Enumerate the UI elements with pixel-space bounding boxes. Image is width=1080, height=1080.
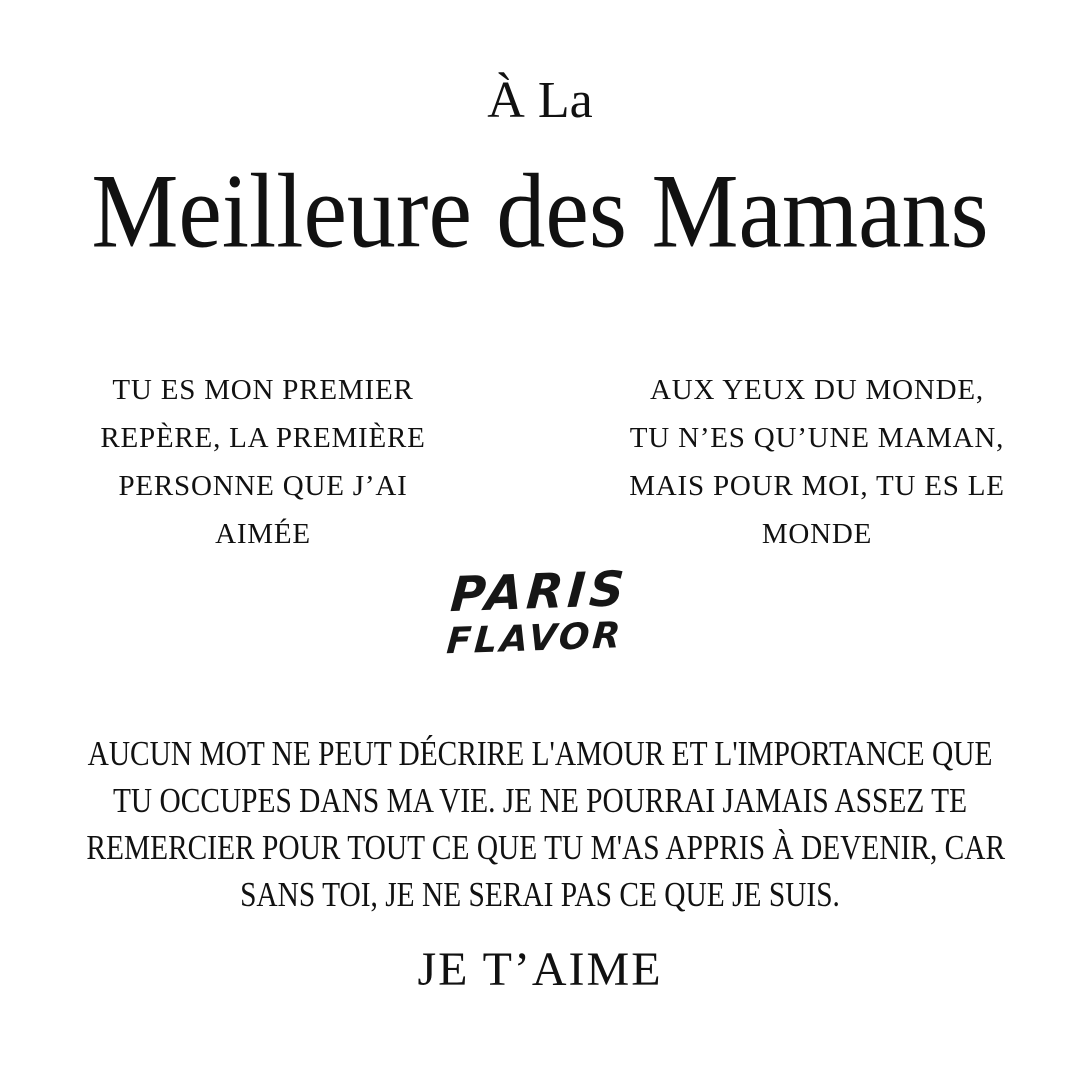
logo-word-flavor: FLAVOR — [445, 615, 625, 663]
main-message-block — [0, 730, 1080, 918]
right-message-line: MONDE — [761, 518, 873, 550]
main-message-line: SANS TOI, JE NE SERAI PAS CE QUE JE SUIS. — [240, 875, 840, 914]
main-message-line: AUCUN MOT NE PEUT DÉCRIRE L'AMOUR ET L'IMPORTANCE QUE — [87, 734, 993, 773]
right-message-line: TU N’ES QU’UNE MAMAN, — [629, 422, 1005, 454]
right-message-block — [612, 366, 1022, 558]
left-message-line: TU ES MON PREMIER — [112, 374, 414, 406]
right-message-line: AUX YEUX DU MONDE, — [650, 374, 984, 406]
left-message-line: AIMÉE — [215, 518, 311, 550]
right-message-line: MAIS POUR MOI, TU ES LE — [629, 470, 1005, 502]
page-title: Meilleure des Mamans — [91, 152, 989, 271]
eyebrow-text: À La — [487, 72, 593, 129]
left-message-block — [58, 366, 468, 558]
main-message-line: TU OCCUPES DANS MA VIE. JE NE POURRAI JAMAIS ASSEZ TE — [112, 781, 968, 820]
closing-text: JE T’AIME — [417, 943, 663, 996]
left-message-line: REPÈRE, LA PREMIÈRE — [100, 422, 426, 454]
left-message-line: PERSONNE QUE J’AI — [118, 470, 408, 502]
logo-word-paris: PARIS — [448, 560, 630, 624]
main-message-line: REMERCIER POUR TOUT CE QUE TU M'AS APPRIS À DEVENIR, CAR — [86, 828, 1006, 867]
paris-flavor-logo — [0, 547, 1080, 679]
